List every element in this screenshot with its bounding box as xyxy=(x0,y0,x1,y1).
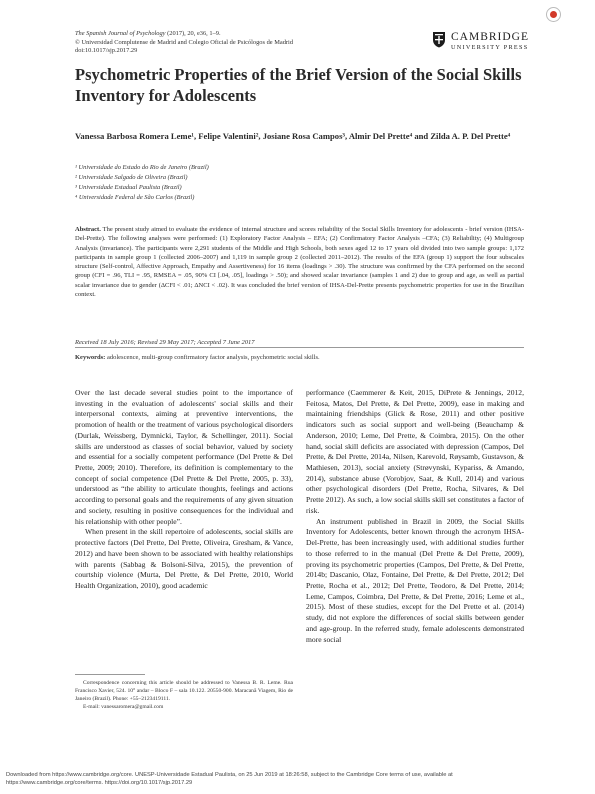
body-paragraph: Over the last decade several studies point to the importance of investing in the evaluation of adolescents' social skills and their interpersonal contexts, aiming at preventive interventions, the promotion of health or the treatment of various psychological disorders (Durlak, Weissberg, Dymnicki, Taylor, & Schellinger, 2011). Social skills are understood as classes of social behavior, valued by society and essential for a socially competent performance (Del Prette & Del Prette, 2009; 2010). Therefore, its definition is complementary to the concept of social competence (Del Prette & Del Prette, 2005, p. 33), understood as “the ability to articulate thoughts, feelings and actions according to personal goals and the requirements of any given situation and society, resulting in positive consequences for the individual and his relationship with other people”. xyxy=(75,388,293,526)
affiliation-4: ⁴ Universidade Federal de São Carlos (Brazil) xyxy=(75,194,195,201)
cambridge-logo xyxy=(432,30,532,54)
keywords xyxy=(75,354,320,361)
article-title: Psychometric Properties of the Brief Version of the Social Skills Inventory for Adolescents xyxy=(75,65,522,105)
body-paragraph: An instrument published in Brazil in 2009, the Social Skills Inventory for Adolescents, better known through the acronym IHSA-Del-Prette, has been increasingly used, with additional studies further to those referred to in the manual (Del Prette & Del Prette, 2009), proving its psychometric properties (Campos, Del Prette, & Del Prette, 2014b; Dascanio, Olaz, Fontaine, Del Prette, & Del Prette, 2012; Del Prette, Rocha et al., 2012; Del Prette, Teodoro, & Del Prette, 2014; Leme, Campos, Coimbra, Del Prette, & Del Prette, 2016; Leme et al., 2015). Most of these studies, except for the Del Prette et al. (2014) study, did not explore the differences of social skills between gender and age-group. In the referred study, female adolescents demonstrated more social xyxy=(306,516,524,644)
affiliation-list xyxy=(75,163,209,203)
abstract xyxy=(75,225,524,299)
keywords-label: Keywords: xyxy=(75,354,106,361)
download-line-2[interactable]: https://www.cambridge.org/core/terms. https://doi.org/10.1017/sjp.2017.29 xyxy=(6,779,193,786)
abstract-divider xyxy=(75,347,524,348)
crossmark-badge[interactable] xyxy=(546,7,561,22)
body-paragraph: When present in the skill repertoire of adolescents, social skills are protective factors (Del Prette, Del Prette, Oliveira, Gresham, & Vance, 2012) and have been shown to be associated with healthy relationships with parents (Sabbag & Bolsoni-Silva, 2015), the prevention of courtship violence (Murta, Del Prette, & Del Prette, 2010, World Health Organization, 2010), good academic xyxy=(75,527,293,590)
affiliation-1: ¹ Universidade do Estado do Rio de Janeiro (Brazil) xyxy=(75,164,209,171)
footnote-divider xyxy=(75,674,145,675)
journal-citation xyxy=(75,30,293,39)
body-column-right xyxy=(306,388,524,645)
affiliation-3: ³ Universidade Estadual Paulista (Brazil) xyxy=(75,184,182,191)
journal-doi[interactable]: doi:10.1017/sjp.2017.29 xyxy=(75,47,138,55)
footnote-email[interactable]: E-mail: vanessaromera@gmail.com xyxy=(83,704,164,711)
footnote-address: Correspondence concerning this article should be addressed to Vanessa B. R. Leme. Rua Francisco Xavier, 524. 10° andar – Bloco F – sala 10.122. 20550-900. Maracanã Viagem, Rio de Janeiro (Brazil). Phone: +55–2123419111. xyxy=(75,680,293,703)
crossmark-icon xyxy=(550,11,557,18)
journal-name: The Spanish Journal of Psychology xyxy=(75,30,166,37)
download-line-1[interactable]: Downloaded from https://www.cambridge.org/core. UNESP-Universidade Estadual Paulista, on 25 Jun 2019 at 18:26:58, subject to the Cambridge Core terms of use, available at xyxy=(6,772,453,778)
journal-volume: (2017), 20, e36, 1–9. xyxy=(165,30,221,37)
journal-header xyxy=(75,30,293,56)
publisher-name: CAMBRIDGE xyxy=(451,31,530,43)
publisher-subname: UNIVERSITY PRESS xyxy=(451,44,529,51)
download-notice xyxy=(6,772,586,787)
body-paragraph: performance (Caemmerer & Keit, 2015, DiPrete & Jennings, 2012, Feitosa, Matos, Del Prette, & Del Prette, 2009), ease in making and maintaining friendships (Glick & Rose, 2011) and other positive indicators such as social support and well-being (Beauchamp & Anderson, 2010; Leme, Del Prette, & Coimbra, 2015). On the other hand, social skill deficits are associated with depression (Campos, Del Prette, & Del Prette, 2014a, Nilsen, Karevold, Røysamb, Gustavson, & Mathiesen, 2013), social anxiety (Strøvynski, Kypariss, & Amando, 2014), substance abuse (Vorobjov, Saat, & Kull, 2014) and various other psychological disorders (Del Prette, Rocha, Silvares, & Del Prette 2012). As such, a low social skills skill set constitutes a factor of risk. xyxy=(306,388,524,515)
journal-copyright: © Universidad Complutense de Madrid and Colegio Oficial de Psicólogos de Madrid xyxy=(75,38,294,46)
keywords-text: adolescence, multi-group confirmatory factor analysis, psychometric social skills. xyxy=(105,354,320,361)
correspondence-footnote xyxy=(75,679,293,711)
author-list: Vanessa Barbosa Romera Leme¹, Felipe Valentini², Josiane Rosa Campos³, Almir Del Prette⁴ and Zilda A. P. Del Prette⁴ xyxy=(75,131,511,141)
abstract-text: The present study aimed to evaluate the evidence of internal structure and scores reliability of the Social Skills Inventory for adolescents - brief version (IHSA-Del-Prette). The following analyses were performed: (1) Exploratory Factor Analysis – EFA; (2) Confirmatory Factor Analysis –CFA; (3) Reliability; (4) Multigroup Analysis (invariance). The participants were 2,291 students of the Middle and High Schools, both sexes aged 12 to 17 years old divided into two sample groups: 1,172 participants in sample group 1 (collected 2006–2007) and 1,119 in sample group 2 (collected 2011–2012). The results of the EFA (group 1) support the four subscales structure (Self-control, Affective Approach, Empathy and Assertiveness) for 16 items (loadings > .30). The structure was confirmed by the CFA performed on the second group (CFI = .96, TLI = .95, RMSEA = .05, 90% CI [.04, .05], loadings > .50); and showed scalar invariance (samples 1 and 2) due to group and age, as well as partial scalar invariance due to gender (ΔCFI < .01; ΔNCI < .02). It was concluded the brief version of IHSA-Del-Prette presents psychometric properties for use in the Brazilian context. xyxy=(75,226,524,298)
received-dates: Received 18 July 2016; Revised 29 May 2017; Accepted 7 June 2017 xyxy=(75,339,255,346)
abstract-label: Abstract. xyxy=(75,226,101,233)
body-column-left xyxy=(75,388,293,592)
affiliation-2: ² Universidade Salgado de Oliveira (Brazil) xyxy=(75,174,188,181)
cambridge-shield-icon xyxy=(432,31,446,48)
